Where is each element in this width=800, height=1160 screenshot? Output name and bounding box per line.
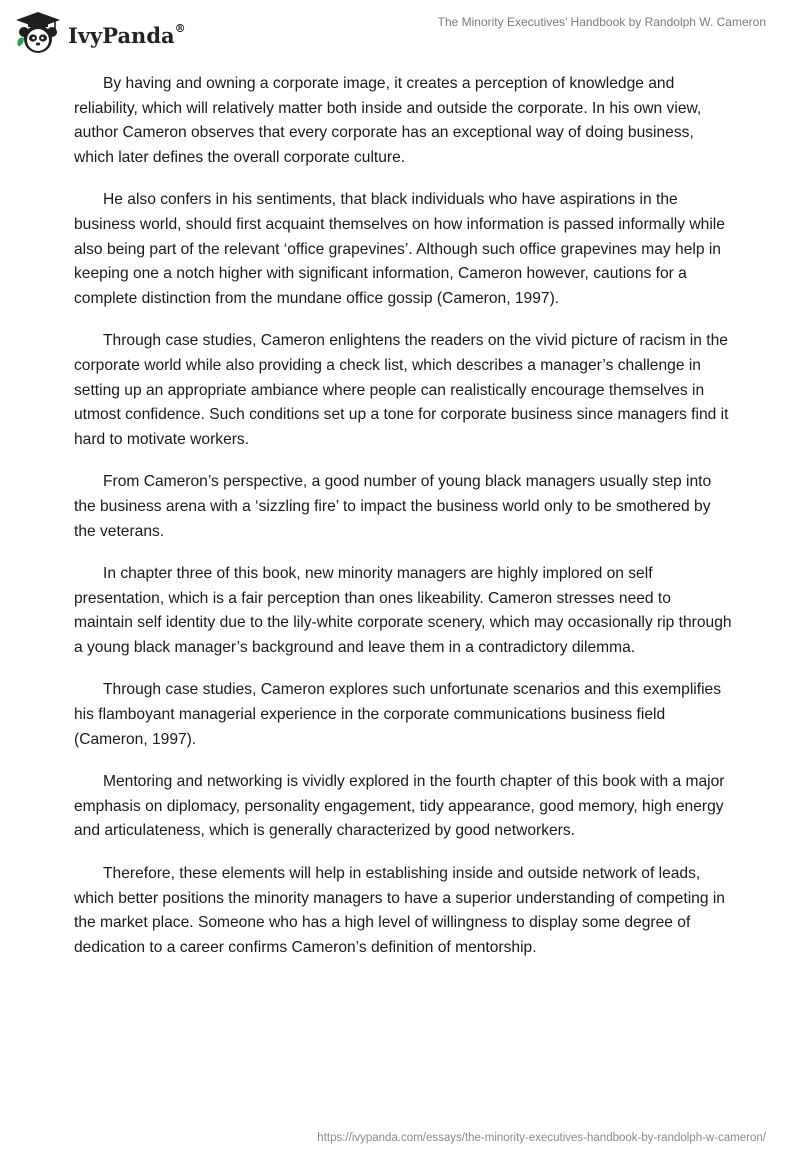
paragraph: Through case studies, Cameron explores such unfortunate scenarios and this exemplifies his flamboyant managerial experience in the corporate communications business field (Cameron, 1997).	[74, 681, 722, 748]
panda-graduate-icon	[14, 10, 62, 56]
source-url-link[interactable]: https://ivypanda.com/essays/the-minority-executives-handbook-by-randolph-w-cameron/	[317, 1132, 766, 1144]
page-header	[0, 0, 800, 70]
paragraph: In chapter three of this book, new minority managers are highly implored on self presentation, which is a fair perception than ones likeability. Cameron stresses need to maintain self identity due to the lily-white corporate scenery, which may occasionally rip through a young black manager’s background and leave them in a contradictory dilemma.	[74, 565, 732, 656]
registered-mark: ®	[174, 21, 186, 35]
brand-name: IvyPanda®	[68, 21, 186, 48]
paragraph: From Cameron’s perspective, a good number of young black managers usually step into the business arena with a ‘sizzling fire’ to impact the business world only to be smothered by the veterans.	[74, 473, 712, 540]
brand-logo[interactable]	[14, 10, 186, 56]
paragraph: By having and owning a corporate image, it creates a perception of knowledge and reliability, which will relatively matter both inside and outside the corporate. In his own view, author Cameron observes that every corporate has an exceptional way of doing business, which later defines the overall corporate culture.	[74, 75, 702, 166]
paragraph: He also confers in his sentiments, that black individuals who have aspirations in the business world, should first acquaint themselves on how information is passed informally while also being part of the relevant ‘office grapevines’. Although such office grapevines may help in keeping one a notch higher with significant information, Cameron however, cautions for a complete distinction from the mundane office gossip (Cameron, 1997).	[74, 191, 725, 307]
essay-body	[74, 72, 734, 978]
paragraph: Mentoring and networking is vividly explored in the fourth chapter of this book with a major emphasis on diplomacy, personality engagement, tidy appearance, good memory, high energy and articulateness, which is generally characterized by good networkers.	[74, 773, 725, 840]
paragraph: Therefore, these elements will help in establishing inside and outside network of leads, which better positions the minority managers to have a superior understanding of competing in the market place. Someone who has a high level of willingness to display some degree of dedication to a career confirms Cameron’s definition of mentorship.	[74, 865, 725, 956]
document-title: The Minority Executives’ Handbook by Randolph W. Cameron	[437, 15, 766, 29]
paragraph: Through case studies, Cameron enlightens the readers on the vivid picture of racism in the corporate world while also providing a check list, which describes a manager’s challenge in setting up an appropriate ambiance where people can realistically encourage themselves in utmost confidence. Such conditions set up a tone for corporate business since managers find it hard to motivate workers.	[74, 332, 729, 448]
